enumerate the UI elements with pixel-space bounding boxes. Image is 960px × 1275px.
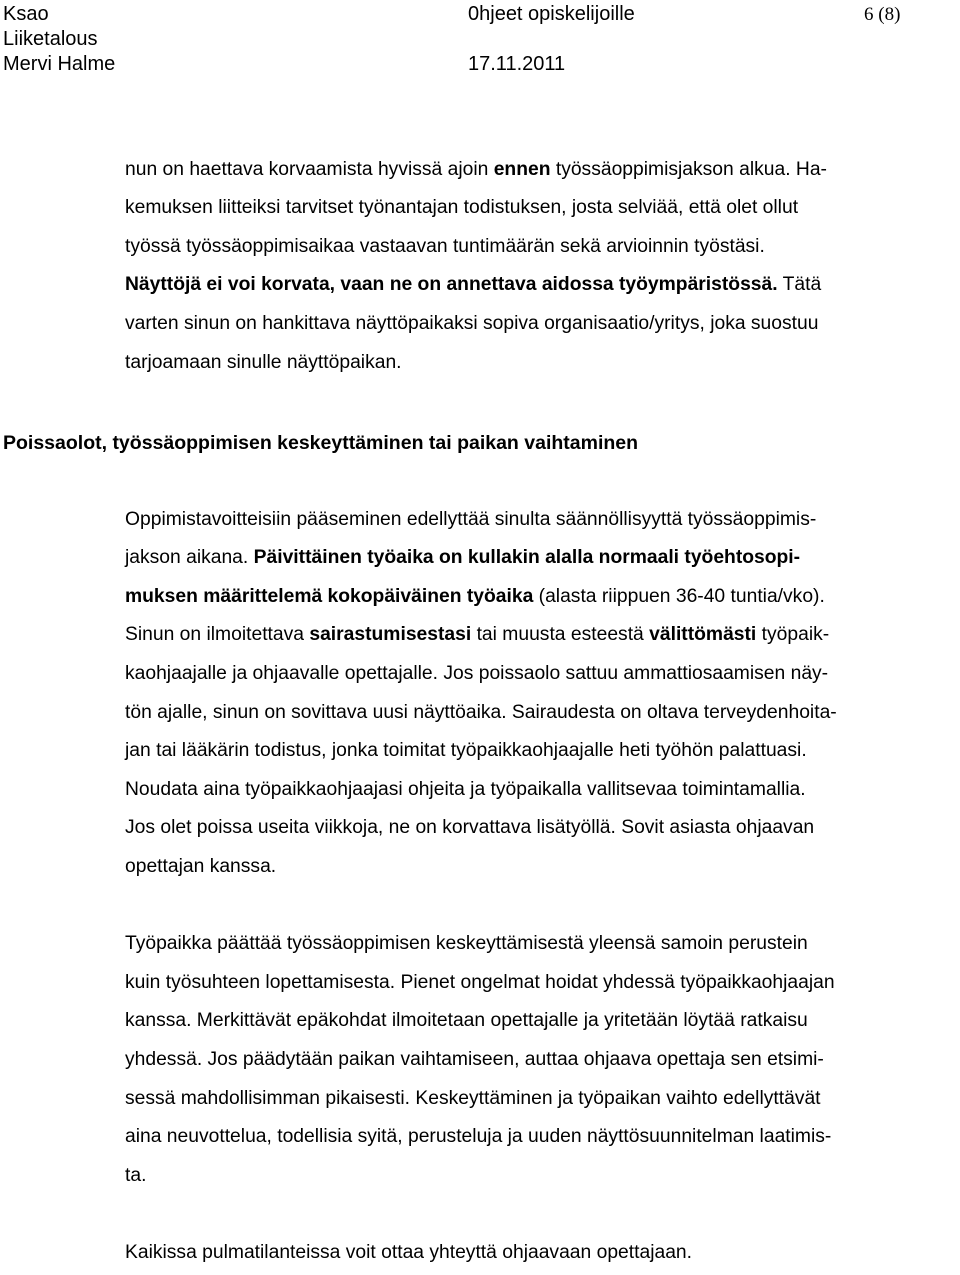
header-doc-title: 0hjeet opiskelijoille — [468, 3, 635, 25]
p2-line-4-text-c: tai muusta esteestä — [471, 624, 650, 645]
p1-line-6: tarjoamaan sinulle näyttöpaikan. — [125, 352, 402, 373]
p1-line-3: työssä työssäoppimisaikaa vastaavan tuntimäärän sekä arvioinnin työstäsi. — [125, 236, 765, 257]
p2-line-4-bold-b: sairastumisestasi — [309, 624, 472, 645]
p2-line-2 — [125, 539, 800, 578]
header-date: 17.11.2011 — [468, 53, 566, 75]
p2-line-2-text: jakson aikana. — [125, 547, 254, 568]
p3-line-6: aina neuvottelua, todellisia syitä, perusteluja ja uuden näyttösuunnitelman laatimis- — [125, 1126, 832, 1147]
p3-line-2: kuin työsuhteen lopettamisesta. Pienet ongelmat hoidat yhdessä työpaikkaohjaajan — [125, 972, 835, 993]
p1-line-4-text: Tätä — [777, 274, 822, 295]
p1-line-2: kemuksen liitteiksi tarvitset työnantajan todistuksen, josta selviää, että olet ollut — [125, 197, 799, 218]
p3-line-3: kanssa. Merkittävät epäkohdat ilmoitetaan opettajalle ja yritetään löytää ratkaisu — [125, 1010, 808, 1031]
p1-line-1-bold: ennen — [493, 159, 551, 180]
header-page-number: 6 (8) — [864, 4, 901, 25]
page-header — [0, 0, 960, 84]
p2-line-5: kaohjaajalle ja ohjaavalle opettajalle. Jos poissaolo sattuu ammattiosaamisen näy- — [125, 663, 829, 684]
p2-line-4-bold-d: välittömästi — [649, 624, 757, 645]
p2-line-8: Noudata aina työpaikkaohjaajasi ohjeita ja työpaikalla vallitsevaa toimintamallia. — [125, 779, 806, 800]
p2-line-4-text-e: työpaik- — [756, 624, 830, 645]
header-org: Ksao — [3, 3, 49, 25]
p2-line-6: tön ajalle, sinun on sovittava uusi näyttöaika. Sairaudesta on oltava terveydenhoita- — [125, 702, 837, 723]
p2-line-3 — [125, 578, 825, 617]
p2-line-1: Oppimistavoitteisiin pääseminen edellyttää sinulta säännöllisyyttä työssäoppimis- — [125, 509, 817, 530]
p2-line-4-text-a: Sinun on ilmoitettava — [125, 624, 310, 645]
p1-line-1-text-a: nun on haettava korvaamista hyvissä ajoin — [125, 159, 494, 180]
p1-line-1 — [125, 151, 827, 190]
p2-line-3-text: (alasta riippuen 36-40 tuntia/vko). — [533, 586, 825, 607]
p3-line-4: yhdessä. Jos päädytään paikan vaihtamiseen, auttaa ohjaava opettaja sen etsimi- — [125, 1049, 824, 1070]
header-department: Liiketalous — [3, 28, 98, 50]
p2-line-9: Jos olet poissa useita viikkoja, ne on korvattava lisätyöllä. Sovit asiasta ohjaavan — [125, 817, 815, 838]
p2-line-7: jan tai lääkärin todistus, jonka toimitat työpaikkaohjaajalle heti työhön palattuasi. — [125, 740, 807, 761]
p4-line-1: Kaikissa pulmatilanteissa voit ottaa yhteyttä ohjaavaan opettajaan. — [125, 1242, 693, 1263]
p2-line-4 — [125, 616, 829, 655]
p3-line-5: sessä mahdollisimman pikaisesti. Keskeyttäminen ja työpaikan vaihto edellyttävät — [125, 1088, 821, 1109]
p1-line-4-bold: Näyttöjä ei voi korvata, vaan ne on annettava aidossa työympäristössä. — [125, 274, 778, 295]
header-author: Mervi Halme — [3, 53, 116, 75]
p1-line-1-text-c: työssäoppimisjakson alkua. Ha- — [550, 159, 827, 180]
p1-line-5: varten sinun on hankittava näyttöpaikaksi sopiva organisaatio/yritys, joka suostuu — [125, 313, 819, 334]
p2-line-2-bold: Päivittäinen työaika on kullakin alalla normaali työehtosopi- — [253, 547, 801, 568]
p2-line-3-bold: muksen määrittelemä kokopäiväinen työaika — [125, 586, 534, 607]
p2-line-10: opettajan kanssa. — [125, 856, 277, 877]
p3-line-7: ta. — [125, 1165, 147, 1186]
p3-line-1: Työpaikka päättää työssäoppimisen keskeyttämisestä yleensä samoin perustein — [125, 933, 808, 954]
section-heading: Poissaolot, työssäoppimisen keskeyttäminen tai paikan vaihtaminen — [3, 432, 639, 454]
p1-line-4 — [125, 266, 821, 305]
